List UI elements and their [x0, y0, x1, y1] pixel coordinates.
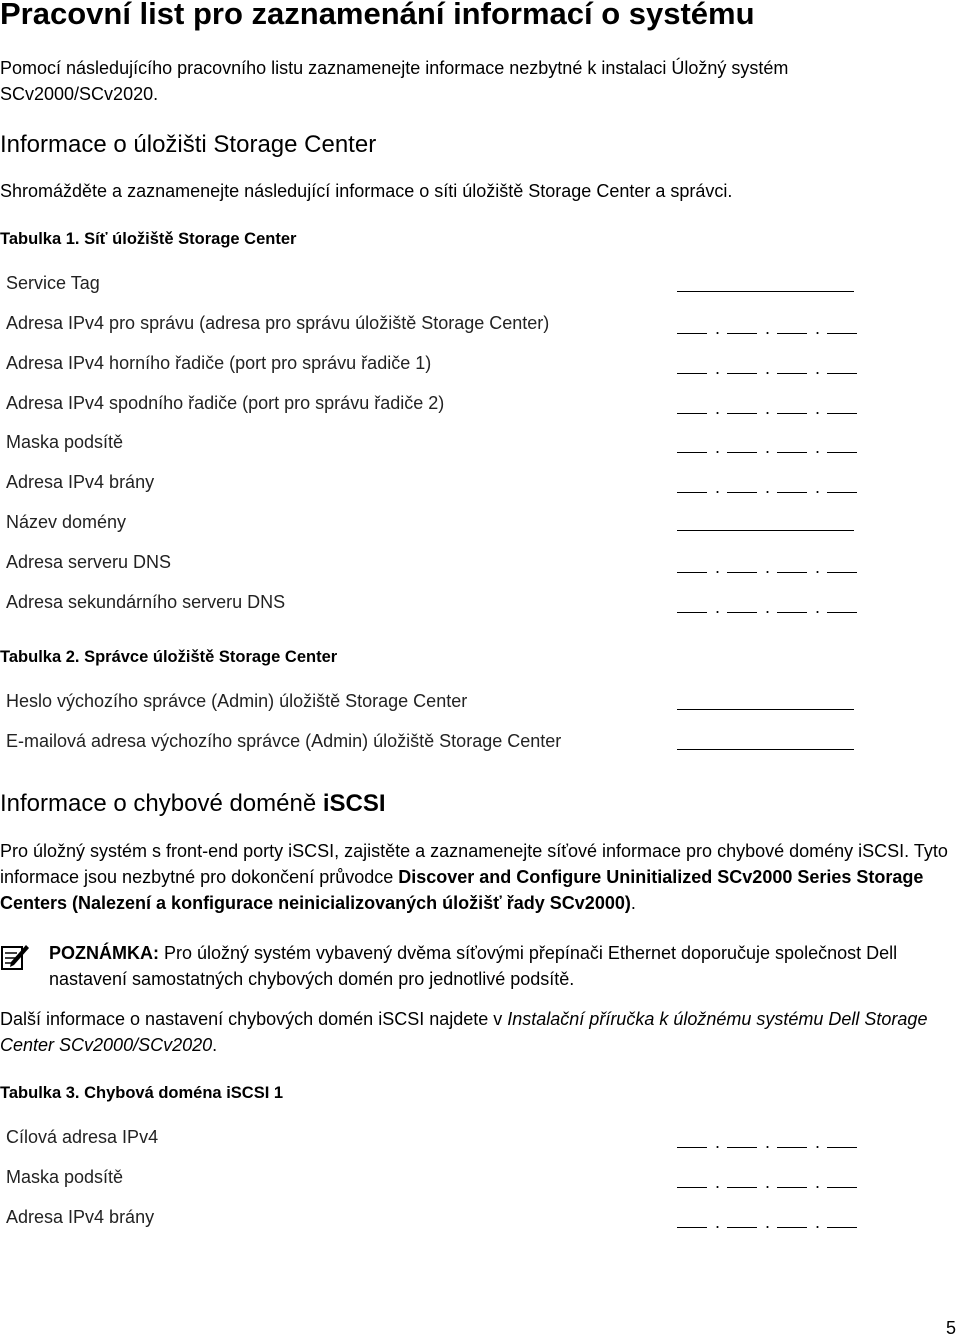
ip-octet-blank[interactable] — [827, 1147, 857, 1148]
ip-octet-blank[interactable] — [777, 492, 807, 493]
table2-caption-prefix: Tabulka 2. — [0, 648, 80, 666]
ip-octet-blank[interactable] — [727, 1227, 757, 1228]
ip-octet-blank[interactable] — [827, 452, 857, 453]
iscsi-gateway-ipv4-field[interactable] — [677, 1206, 860, 1232]
ip-separator-dot: . — [815, 1132, 821, 1152]
intro-text: Pomocí následujícího pracovního listu zaznamenejte informace nezbytné k instalaci Úložný systém SCv2000/SCv2020. — [0, 58, 789, 104]
ip-separator-dot: . — [765, 1132, 771, 1152]
ip-octet-blank[interactable] — [727, 373, 757, 374]
table3-caption-title: Chybová doména iSCSI 1 — [84, 1084, 284, 1102]
note-label: POZNÁMKA: — [49, 943, 159, 963]
ip-separator-dot: . — [815, 1212, 821, 1232]
dns-server-field[interactable] — [677, 551, 860, 577]
table2-row-label: E-mailová adresa výchozího správce (Admin) úložiště Storage Center — [6, 731, 562, 751]
table1-caption-prefix: Tabulka 1. — [0, 230, 80, 248]
ip-octet-blank[interactable] — [827, 572, 857, 573]
iscsi-subnet-mask-field[interactable] — [677, 1166, 860, 1192]
note-paragraph — [49, 940, 949, 992]
ip-separator-dot: . — [715, 1172, 721, 1192]
ip-separator-dot: . — [715, 358, 721, 378]
ip-octet-blank[interactable] — [827, 333, 857, 334]
table1-caption-title: Síť úložiště Storage Center — [84, 230, 297, 248]
ip-separator-dot: . — [715, 318, 721, 338]
ip-separator-dot: . — [765, 477, 771, 497]
ip-octet-blank[interactable] — [777, 1227, 807, 1228]
table3-caption-prefix: Tabulka 3. — [0, 1084, 80, 1102]
ip-separator-dot: . — [765, 1172, 771, 1192]
ip-separator-dot: . — [815, 398, 821, 418]
ip-octet-blank[interactable] — [777, 373, 807, 374]
ip-octet-blank[interactable] — [777, 1187, 807, 1188]
ip-octet-blank[interactable] — [727, 333, 757, 334]
bottom-controller-ipv4-field[interactable] — [677, 392, 860, 418]
table1-row-label: Service Tag — [6, 273, 100, 293]
ip-octet-blank[interactable] — [677, 413, 707, 414]
iscsi-paragraph-end: . — [630, 893, 636, 913]
table3-row-label: Maska podsítě — [6, 1167, 124, 1187]
ip-octet-blank[interactable] — [727, 1187, 757, 1188]
ip-separator-dot: . — [765, 1212, 771, 1232]
ip-separator-dot: . — [815, 437, 821, 457]
ip-separator-dot: . — [815, 318, 821, 338]
page-title: Pracovní list pro zaznamenání informací o systému — [0, 0, 755, 31]
ip-separator-dot: . — [715, 1212, 721, 1232]
ip-octet-blank[interactable] — [777, 612, 807, 613]
more-info-end: . — [212, 1035, 218, 1055]
table3-row-label: Cílová adresa IPv4 — [6, 1127, 159, 1147]
ip-separator-dot: . — [765, 437, 771, 457]
table1-caption — [0, 230, 296, 249]
ip-separator-dot: . — [765, 398, 771, 418]
section-heading-iscsi — [0, 790, 386, 818]
table2-caption-title: Správce úložiště Storage Center — [84, 648, 338, 666]
ip-separator-dot: . — [715, 557, 721, 577]
note-text: Pro úložný systém vybavený dvěma síťovými přepínači Ethernet doporučuje společnost Dell nastavení samostatných chybových domén pro jednotlivé podsítě. — [49, 943, 898, 989]
ip-octet-blank[interactable] — [677, 492, 707, 493]
table1-row-label: Adresa IPv4 horního řadiče (port pro správu řadiče 1) — [6, 353, 432, 373]
table1-row-label: Adresa serveru DNS — [6, 552, 172, 572]
ip-octet-blank[interactable] — [677, 572, 707, 573]
table3-caption — [0, 1084, 283, 1103]
table2-row-label: Heslo výchozího správce (Admin) úložiště Storage Center — [6, 691, 468, 711]
ip-octet-blank[interactable] — [677, 1147, 707, 1148]
ip-separator-dot: . — [715, 398, 721, 418]
more-info-text: Další informace o nastavení chybových domén iSCSI najdete v — [0, 1009, 508, 1029]
ip-octet-blank[interactable] — [727, 612, 757, 613]
ip-octet-blank[interactable] — [827, 1227, 857, 1228]
table2-caption — [0, 648, 337, 667]
section-text-storage-center: Shromážděte a zaznamenejte následující informace o síti úložiště Storage Center a správci. — [0, 181, 733, 201]
subnet-mask-field[interactable] — [677, 431, 860, 457]
gateway-ipv4-field[interactable] — [677, 471, 860, 497]
guide-title: Instalační příručka k úložnému systému Dell Storage Center SCv2000/SCv2020 — [0, 1009, 928, 1055]
ip-octet-blank[interactable] — [677, 452, 707, 453]
table1-row-label: Název domény — [6, 512, 127, 532]
more-info-paragraph — [0, 1006, 950, 1058]
section-heading-storage-center: Informace o úložišti Storage Center — [0, 131, 377, 158]
ip-separator-dot: . — [715, 1132, 721, 1152]
secondary-dns-server-field[interactable] — [677, 591, 860, 617]
management-ipv4-field[interactable] — [677, 312, 860, 338]
ip-separator-dot: . — [715, 597, 721, 617]
table1-row-label: Adresa IPv4 spodního řadiče (port pro správu řadiče 2) — [6, 393, 445, 413]
ip-separator-dot: . — [765, 597, 771, 617]
table1-row-label: Adresa IPv4 brány — [6, 472, 155, 492]
ip-separator-dot: . — [815, 477, 821, 497]
iscsi-paragraph-text: Pro úložný systém s front-end porty iSCSI, zajistěte a zaznamenejte síťové informace pro chybové domény iSCSI. Tyto informace jsou nezbytné pro dokončení průvodce — [0, 841, 948, 887]
ip-octet-blank[interactable] — [777, 413, 807, 414]
service-tag-field[interactable] — [677, 291, 854, 292]
pencil-note-icon — [0, 943, 30, 973]
iscsi-paragraph — [0, 838, 950, 916]
ip-separator-dot: . — [765, 557, 771, 577]
domain-name-field[interactable] — [677, 530, 854, 531]
ip-octet-blank[interactable] — [727, 452, 757, 453]
admin-password-field[interactable] — [677, 709, 854, 710]
ip-separator-dot: . — [765, 318, 771, 338]
ip-octet-blank[interactable] — [827, 492, 857, 493]
table1-row-label: Adresa sekundárního serveru DNS — [6, 592, 286, 612]
ip-octet-blank[interactable] — [727, 1147, 757, 1148]
ip-octet-blank[interactable] — [827, 413, 857, 414]
table1-row-label: Adresa IPv4 pro správu (adresa pro správu úložiště Storage Center) — [6, 313, 550, 333]
ip-octet-blank[interactable] — [727, 572, 757, 573]
ip-octet-blank[interactable] — [777, 452, 807, 453]
wizard-name: Discover and Configure Uninitialized SCv2000 Series Storage Centers (Nalezení a konfigurace neinicializovaných úložišť řady SCv2000) — [0, 867, 924, 913]
ip-separator-dot: . — [815, 358, 821, 378]
ip-separator-dot: . — [715, 477, 721, 497]
section-heading-iscsi-prefix: Informace o chybové doméně — [0, 790, 323, 817]
ip-octet-blank[interactable] — [727, 413, 757, 414]
top-controller-ipv4-field[interactable] — [677, 352, 860, 378]
ip-octet-blank[interactable] — [677, 1187, 707, 1188]
table3-row-label: Adresa IPv4 brány — [6, 1207, 155, 1227]
page-number: 5 — [945, 1318, 956, 1338]
ip-separator-dot: . — [765, 358, 771, 378]
ip-octet-blank[interactable] — [777, 572, 807, 573]
ip-octet-blank[interactable] — [677, 333, 707, 334]
ip-separator-dot: . — [715, 437, 721, 457]
ip-octet-blank[interactable] — [677, 1227, 707, 1228]
ip-octet-blank[interactable] — [677, 373, 707, 374]
target-ipv4-field[interactable] — [677, 1126, 860, 1152]
ip-octet-blank[interactable] — [827, 1187, 857, 1188]
ip-octet-blank[interactable] — [727, 492, 757, 493]
ip-separator-dot: . — [815, 1172, 821, 1192]
ip-octet-blank[interactable] — [777, 1147, 807, 1148]
section-heading-iscsi-bold: iSCSI — [322, 790, 386, 817]
ip-separator-dot: . — [815, 557, 821, 577]
ip-octet-blank[interactable] — [677, 612, 707, 613]
ip-separator-dot: . — [815, 597, 821, 617]
ip-octet-blank[interactable] — [777, 333, 807, 334]
admin-email-field[interactable] — [677, 749, 854, 750]
table1-row-label: Maska podsítě — [6, 432, 124, 452]
ip-octet-blank[interactable] — [827, 612, 857, 613]
ip-octet-blank[interactable] — [827, 373, 857, 374]
